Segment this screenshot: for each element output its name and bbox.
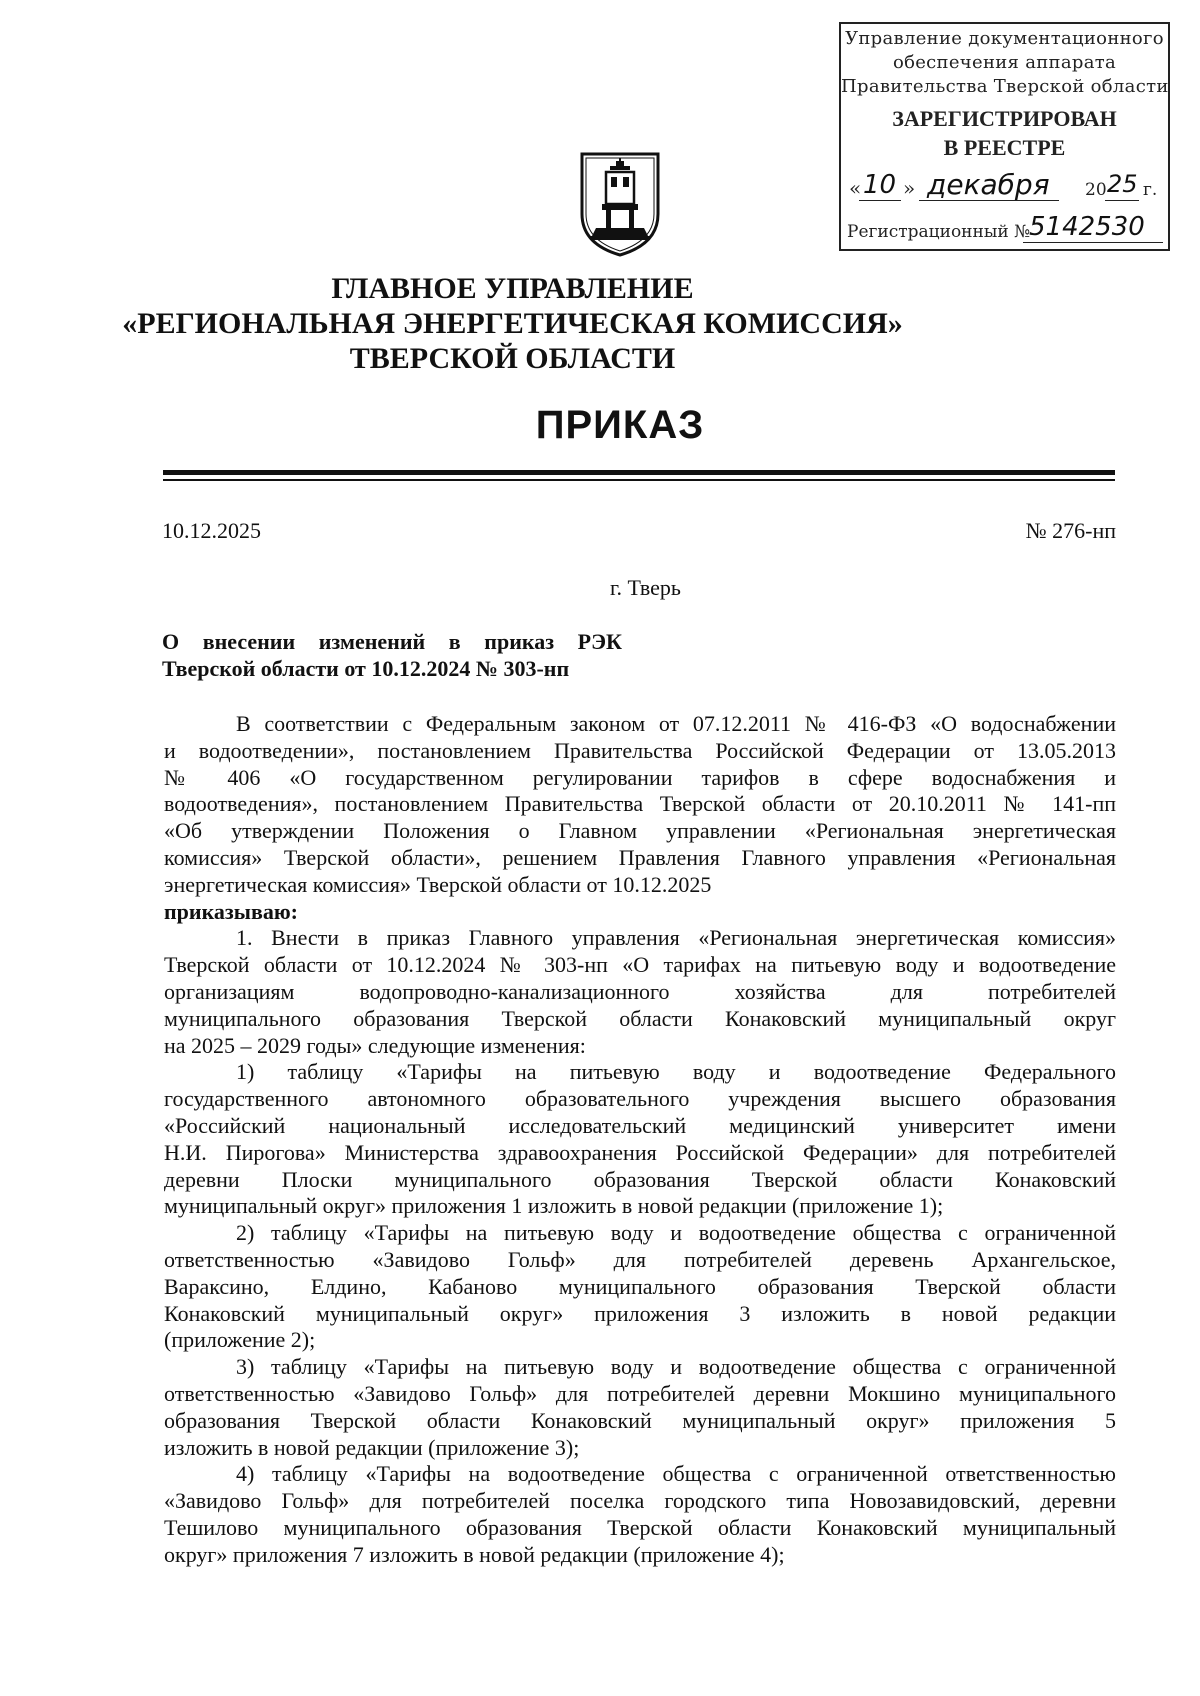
preamble	[164, 711, 1116, 899]
subject-line: О внесении изменений в приказ РЭК	[162, 629, 622, 654]
text-line: комиссия» Тверской области», решением Правления Главного управления «Региональная	[164, 844, 1116, 870]
text-line: В соответствии с Федеральным законом от 07.12.2011 № 416-ФЗ «О водоснабжении	[236, 711, 1116, 736]
text-line: муниципального образования Тверской области Конаковский муниципальный округ	[164, 1005, 1116, 1031]
text-line: Вараксино, Елдино, Кабаново муниципального образования Тверской области	[164, 1273, 1116, 1299]
header-divider	[163, 479, 1115, 481]
stamp-line: обеспечения аппарата	[892, 52, 1117, 73]
text-line: образования Тверской области Конаковский муниципальный округ» приложения 5	[164, 1407, 1116, 1433]
text-line: округ» приложения 7 изложить в новой редакции (приложение 4);	[164, 1541, 785, 1567]
subitem-3	[164, 1354, 1116, 1461]
text-line: государственного автономного образовательного учреждения высшего образования	[164, 1086, 1116, 1112]
text-line: муниципальный округ» приложения 1 изложить в новой редакции (приложение 1);	[164, 1193, 944, 1219]
text-line: деревни Плоски муниципального образования Тверской области Конаковский	[164, 1166, 1116, 1192]
text-line: «Об утверждении Положения о Главном управлении «Региональная энергетическая	[164, 818, 1116, 844]
text-line: ответственностью «Завидово Гольф» для потребителей деревень Архангельское,	[164, 1246, 1116, 1272]
stamp-reg-label: Регистрационный №	[847, 222, 1031, 242]
text-line: изложить в новой редакции (приложение 3);	[164, 1434, 580, 1460]
stamp-date: « 10 » декабря 20 25 г.	[849, 168, 1158, 201]
subitem-1	[164, 1059, 1116, 1220]
header-line: «РЕГИОНАЛЬНАЯ ЭНЕРГЕТИЧЕСКАЯ КОМИССИЯ»	[122, 307, 903, 340]
text-line: на 2025 – 2029 годы» следующие изменения:	[164, 1032, 586, 1058]
subitem-4	[164, 1461, 1116, 1568]
text-line: 1. Внести в приказ Главного управления «Региональная энергетическая комиссия»	[236, 925, 1116, 951]
stamp-reg-number: 5142530	[1029, 212, 1145, 242]
text-line: энергетическая комиссия» Тверской области от 10.12.2025	[164, 871, 712, 897]
decree-word: приказываю:	[164, 898, 298, 924]
subject-line: Тверской области от 10.12.2024 № 303-нп	[162, 655, 570, 681]
text-line: организациям водопроводно-канализационного хозяйства для потребителей	[164, 978, 1116, 1004]
document-city: г. Тверь	[610, 575, 681, 600]
registration-stamp	[839, 22, 1170, 251]
text-line: (приложение 2);	[164, 1327, 316, 1353]
stamp-registered: ЗАРЕГИСТРИРОВАН	[892, 106, 1117, 131]
header-line: ГЛАВНОЕ УПРАВЛЕНИЕ	[331, 272, 694, 305]
text-line: Конаковский муниципальный округ» приложения 3 изложить в новой редакции	[164, 1300, 1116, 1326]
subitem-2	[164, 1220, 1116, 1354]
text-line: № 406 «О государственном регулировании тарифов в сфере водоснабжения и	[164, 764, 1116, 790]
stamp-line: Правительства Тверской области	[841, 76, 1169, 97]
document-number: № 276-нп	[1025, 518, 1116, 543]
text-line: 4) таблицу «Тарифы на водоотведение общества с ограниченной ответственностью	[236, 1461, 1116, 1487]
stamp-line: Управление документационного	[845, 28, 1164, 49]
text-line: и водоотведении», постановлением Правительства Российской Федерации от 13.05.2013	[164, 737, 1116, 763]
header-divider	[163, 470, 1115, 475]
text-line: «Российский национальный исследовательский медицинский университет имени	[164, 1112, 1116, 1138]
text-line: водоотведения», постановлением Правительства Тверской области от 20.10.2011 № 141-пп	[164, 791, 1116, 817]
header-line: ТВЕРСКОЙ ОБЛАСТИ	[349, 342, 676, 375]
text-line: 2) таблицу «Тарифы на питьевую воду и водоотведение общества с ограниченной	[236, 1220, 1116, 1246]
document-date: 10.12.2025	[162, 518, 261, 543]
item-1	[164, 925, 1116, 1059]
stamp-month: декабря	[927, 168, 1050, 201]
stamp-day: 10	[863, 170, 897, 200]
stamp-reg-row	[847, 214, 1167, 248]
stamp-registered: В РЕЕСТРЕ	[943, 135, 1066, 160]
coat-of-arms-icon	[576, 152, 664, 257]
text-line: Тверской области от 10.12.2024 № 303-нп «О тарифах на питьевую воду и водоотведение	[164, 952, 1116, 978]
text-line: Тешилово муниципального образования Тверской области Конаковский муниципальный	[164, 1514, 1116, 1540]
document-body	[164, 711, 1116, 1569]
document-type: ПРИКАЗ	[535, 403, 705, 447]
text-line: 1) таблицу «Тарифы на питьевую воду и водоотведение Федерального	[236, 1059, 1116, 1085]
text-line: 3) таблицу «Тарифы на питьевую воду и водоотведение общества с ограниченной	[236, 1354, 1116, 1380]
text-line: ответственностью «Завидово Гольф» для потребителей деревни Мокшино муниципального	[164, 1380, 1116, 1406]
text-line: Н.И. Пирогова» Министерства здравоохранения Российской Федерации» для потребителей	[164, 1139, 1116, 1165]
text-line: «Завидово Гольф» для потребителей поселка городского типа Новозавидовский, деревни	[164, 1488, 1116, 1514]
subject	[162, 629, 622, 683]
stamp-year: 25	[1107, 170, 1138, 198]
